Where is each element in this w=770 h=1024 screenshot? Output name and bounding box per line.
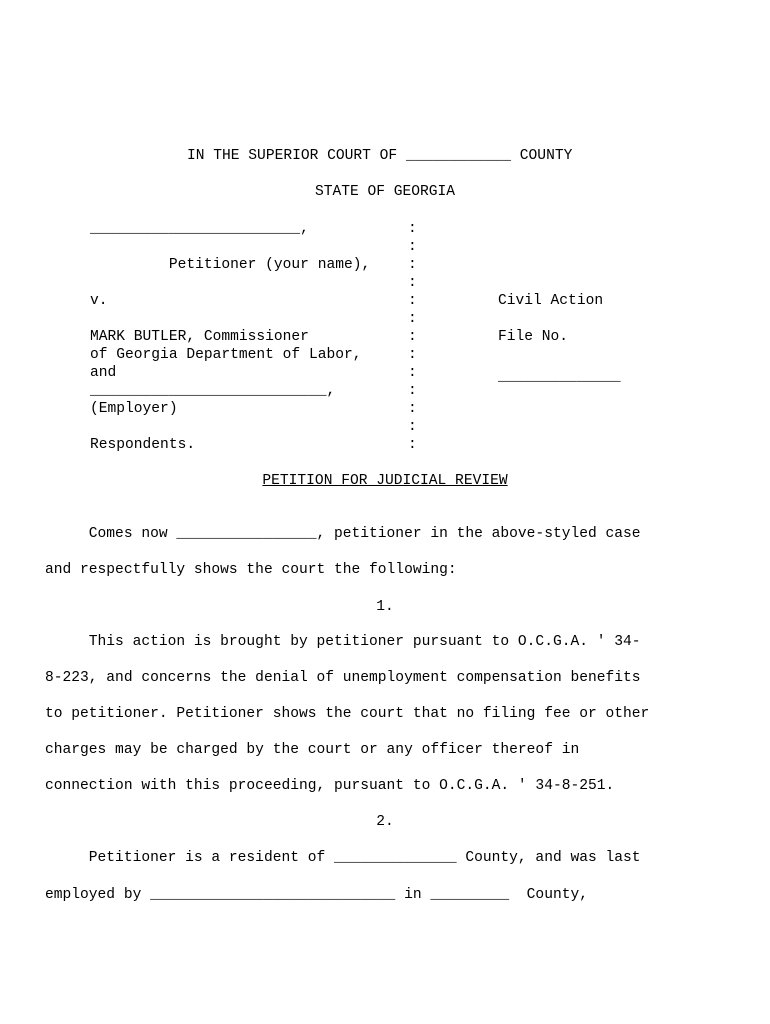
- colon: :: [408, 275, 417, 291]
- employer-label: (Employer): [90, 401, 178, 417]
- civil-action-label: Civil Action: [498, 293, 604, 309]
- petitioner-name-blank: ________________________,: [90, 221, 309, 237]
- respondent-department: of Georgia Department of Labor,: [90, 347, 362, 363]
- colon: :: [408, 221, 417, 237]
- paragraph-number: 1.: [376, 599, 394, 615]
- respondents-label: Respondents.: [90, 437, 196, 453]
- paragraph-line: connection with this proceeding, pursuant to O.C.G.A. ' 34-8-251.: [45, 778, 615, 794]
- colon: :: [408, 419, 417, 435]
- colon: :: [408, 383, 417, 399]
- paragraph-line: charges may be charged by the court or any officer thereof in: [45, 742, 580, 758]
- colon: :: [408, 329, 417, 345]
- colon: :: [408, 347, 417, 363]
- paragraph-number: 2.: [376, 814, 394, 830]
- colon: :: [408, 257, 417, 273]
- colon: :: [408, 239, 417, 255]
- respondent-and: and: [90, 365, 117, 381]
- respondent-commissioner: MARK BUTLER, Commissioner: [90, 329, 309, 345]
- versus-label: v.: [90, 293, 108, 309]
- file-no-label: File No.: [498, 329, 569, 345]
- file-no-blank: ______________: [498, 369, 621, 385]
- colon: :: [408, 293, 417, 309]
- colon: :: [408, 365, 417, 381]
- paragraph-line: Comes now ________________, petitioner in the above-styled case: [45, 526, 641, 542]
- colon: :: [408, 311, 417, 327]
- colon: :: [408, 437, 417, 453]
- paragraph-line: and respectfully shows the court the following:: [45, 562, 457, 578]
- court-heading: IN THE SUPERIOR COURT OF ____________ COUNTY: [187, 148, 573, 164]
- paragraph-line: Petitioner is a resident of ______________ County, and was last: [45, 850, 641, 866]
- paragraph-line: employed by ____________________________ in _________ County,: [45, 887, 588, 903]
- paragraph-line: to petitioner. Petitioner shows the court that no filing fee or other: [45, 706, 650, 722]
- petition-title: PETITION FOR JUDICIAL REVIEW: [262, 473, 508, 489]
- colon: :: [408, 401, 417, 417]
- paragraph-line: This action is brought by petitioner pursuant to O.C.G.A. ' 34-: [45, 634, 641, 650]
- petitioner-label: Petitioner (your name),: [90, 257, 371, 273]
- employer-name-blank: ___________________________,: [90, 383, 336, 399]
- paragraph-line: 8-223, and concerns the denial of unemployment compensation benefits: [45, 670, 641, 686]
- state-heading: STATE OF GEORGIA: [314, 184, 456, 200]
